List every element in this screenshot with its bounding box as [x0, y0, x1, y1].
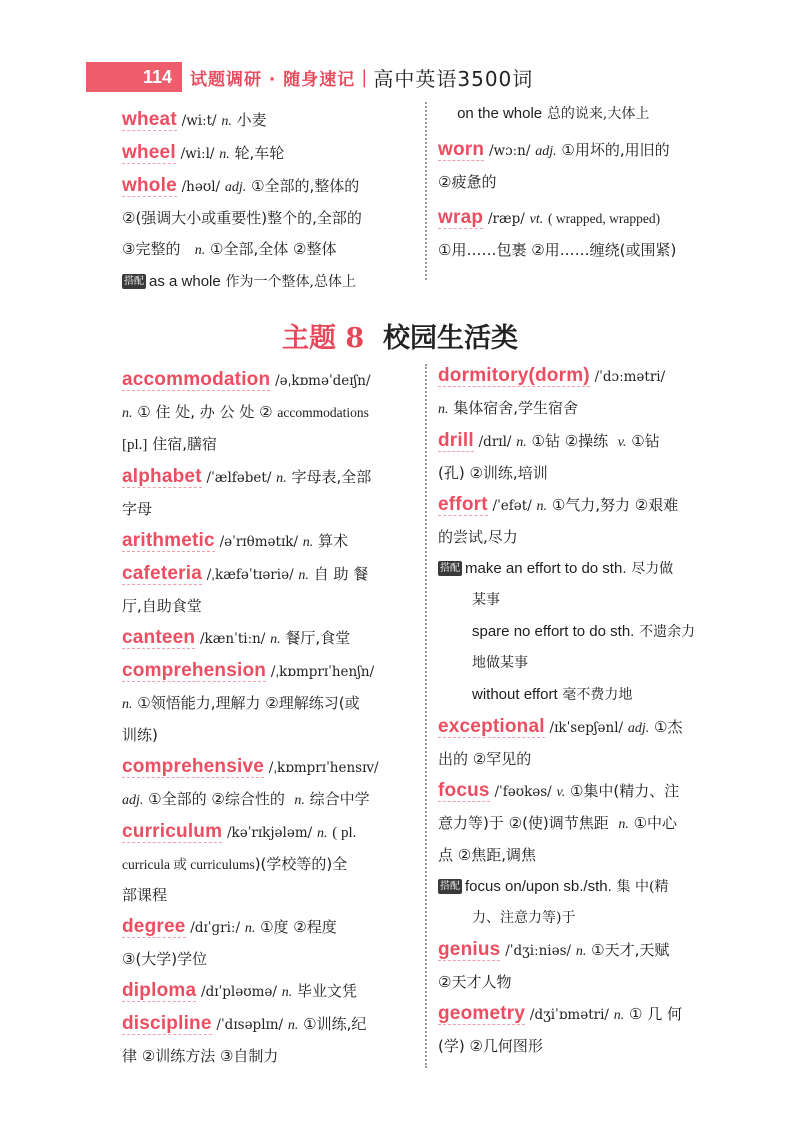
page-header: [86, 60, 533, 94]
phrase: spare no effort to do sth.: [472, 623, 635, 640]
phonetic: /ˈælfəbet/: [206, 470, 272, 486]
entry-accommodation: [122, 364, 422, 461]
definition: 小麦: [236, 111, 267, 129]
headword: genius: [438, 939, 501, 960]
plural-form: accommodations: [277, 405, 369, 420]
phonetic: /həʊl/: [181, 179, 221, 195]
definition: 厅,自助食堂: [122, 597, 202, 615]
entry-dormitory: [438, 360, 738, 425]
phonetic: /ræp/: [487, 211, 525, 227]
headword: focus: [438, 780, 490, 801]
definition: ①全部的,整体的: [251, 177, 360, 195]
entry-whole: [122, 170, 422, 298]
header-separator: |: [361, 66, 368, 88]
definition: 出的 ②罕见的: [438, 750, 532, 768]
part-of-speech: n.: [298, 568, 309, 583]
section-title: [0, 316, 800, 355]
entry-geometry: [438, 998, 738, 1062]
definition: ① 住 处, 办 公 处 ②: [137, 403, 273, 421]
headword: curriculum: [122, 821, 223, 842]
verb-forms: ( wrapped, wrapped): [548, 211, 661, 226]
phonetic: /ˌkɒmprɪˈhensɪv/: [268, 760, 379, 776]
part-of-speech: n.: [438, 402, 449, 417]
definition: 住宿,膳宿: [152, 435, 217, 453]
definition: (孔) ②训练,培训: [438, 464, 548, 482]
top-left-column: [122, 104, 422, 298]
definition: 综合中学: [309, 790, 370, 808]
part-of-speech: adj.: [627, 721, 650, 736]
definition: ②(强调大小或重要性)整个的,全部的: [122, 209, 362, 227]
phrase-meaning: 作为一个整体,总体上: [225, 274, 356, 290]
definition: ①度 ②程度: [260, 918, 337, 936]
headword: alphabet: [122, 466, 202, 487]
part-of-speech: n.: [575, 944, 587, 959]
entry-canteen: [122, 622, 422, 655]
definition: ①钻 ②操练: [531, 432, 609, 450]
definition: ①全部的 ②综合性的: [148, 790, 285, 808]
part-of-speech: n.: [302, 535, 314, 550]
phonetic: /ˈfəʊkəs/: [494, 784, 552, 800]
phonetic: /wɔːn/: [488, 143, 531, 159]
headword: dormitory(dorm): [438, 365, 590, 386]
part-of-speech: n.: [516, 435, 527, 450]
definition: ②天才人物: [438, 973, 512, 991]
phonetic: /ˈdʒiːniəs/: [505, 943, 572, 959]
part-of-speech: n.: [122, 406, 133, 421]
definition: 集体宿舍,学生宿舍: [453, 399, 579, 417]
phrase-meaning: 地做某事: [472, 655, 528, 671]
part-of-speech: adj.: [535, 144, 557, 159]
definition: ①天才,天赋: [591, 941, 670, 959]
definition: 字母表,全部: [291, 468, 372, 486]
definition: ①训练,纪: [303, 1015, 367, 1033]
phonetic: /wiːt/: [181, 113, 217, 129]
entry-diploma: [122, 975, 422, 1008]
part-of-speech: n.: [276, 471, 287, 486]
entry-genius: [438, 934, 738, 998]
definition: ③完整的: [122, 240, 181, 258]
collocation-tag: 搭配: [440, 563, 460, 574]
phrase: without effort: [472, 686, 558, 703]
headword: wrap: [438, 207, 484, 228]
part-of-speech: n.: [536, 499, 548, 514]
plural-marker: [pl.]: [122, 437, 148, 453]
collocation-tag: 搭配: [440, 881, 460, 892]
part-of-speech: v.: [617, 435, 627, 450]
right-column: [438, 360, 738, 1062]
part-of-speech: n.: [219, 147, 230, 162]
definition: ③(大学)学位: [122, 950, 208, 968]
headword: diploma: [122, 980, 197, 1001]
phrase-on-the-whole: [438, 98, 738, 130]
phonetic: /əˈrɪθmətɪk/: [219, 534, 299, 550]
phonetic: /dʒiˈɒmətri/: [529, 1007, 609, 1023]
top-right-column: [438, 98, 738, 266]
definition: 训练): [122, 726, 158, 744]
left-column: [122, 364, 422, 1072]
phonetic: /drɪl/: [478, 434, 512, 450]
part-of-speech: n.: [281, 985, 293, 1000]
plural-form: curricula 或 curriculums: [122, 857, 255, 872]
headword: arithmetic: [122, 530, 215, 551]
entry-cafeteria: [122, 558, 422, 622]
definition: ①气力,努力 ②艰难: [551, 496, 679, 514]
column-divider: [425, 364, 427, 1068]
headword: drill: [438, 430, 474, 451]
entry-exceptional: [438, 711, 738, 775]
headword: comprehensive: [122, 756, 264, 777]
definition: )(学校等的)全: [254, 855, 348, 873]
phonetic: /kænˈtiːn/: [200, 631, 266, 647]
definition: ① 几 何: [629, 1005, 682, 1023]
phrase-meaning: 尽力做: [631, 561, 674, 577]
entry-arithmetic: [122, 525, 422, 558]
definition: 毕业文凭: [296, 982, 357, 1000]
part-of-speech: n.: [287, 1018, 299, 1033]
entry-alphabet: [122, 461, 422, 525]
section-number: 主题 8: [282, 323, 365, 354]
part-of-speech: n.: [221, 114, 232, 129]
entry-drill: [438, 425, 738, 489]
definition: 律 ②训练方法 ③自制力: [122, 1047, 279, 1065]
part-of-speech: n.: [270, 632, 281, 647]
headword: wheel: [122, 142, 176, 163]
part-of-speech: vt.: [529, 212, 544, 227]
phrase: as a whole: [149, 273, 221, 290]
headword: cafeteria: [122, 563, 202, 584]
headword: geometry: [438, 1003, 526, 1024]
headword: canteen: [122, 627, 196, 648]
headword: comprehension: [122, 660, 267, 681]
definition: ②疲惫的: [438, 173, 497, 191]
part-of-speech: adj.: [122, 793, 144, 808]
definition: ①领悟能力,理解力 ②理解练习(或: [137, 694, 360, 712]
headword: accommodation: [122, 369, 271, 390]
phonetic: /dɪˈɡriː/: [190, 920, 241, 936]
definition: 餐厅,食堂: [285, 629, 351, 647]
collocation-tag: 搭配: [124, 276, 144, 287]
definition: 的尝试,尽力: [438, 528, 518, 546]
phonetic: /dɪˈpləʊmə/: [201, 984, 277, 1000]
definition: ①钻: [631, 432, 660, 450]
entry-wheel: [122, 137, 422, 170]
plural-marker: ( pl.: [332, 825, 357, 841]
phonetic: /ˈdɔːmətri/: [594, 369, 666, 385]
entry-comprehension: [122, 655, 422, 751]
definition: 自 助 餐: [313, 565, 369, 583]
phrase-meaning: 力、注意力等)于: [472, 910, 576, 926]
headword: effort: [438, 494, 488, 515]
part-of-speech: n.: [244, 921, 256, 936]
book-title: 高中英语3500词: [373, 66, 534, 91]
entry-worn: [438, 134, 738, 198]
definition: 点 ②焦距,调焦: [438, 846, 536, 864]
part-of-speech: n.: [122, 697, 133, 712]
headword: exceptional: [438, 716, 545, 737]
phrase-meaning: 某事: [472, 592, 500, 608]
entry-effort: [438, 489, 738, 711]
definition: 部课程: [122, 886, 168, 904]
definition: ①集中(精力、注: [569, 782, 680, 800]
phrase-meaning: 不遗余力: [639, 624, 696, 640]
headword: worn: [438, 139, 485, 160]
definition: 字母: [122, 500, 153, 518]
headword: degree: [122, 916, 186, 937]
phrase: focus on/upon sb./sth.: [465, 878, 612, 895]
entry-discipline: [122, 1008, 422, 1072]
part-of-speech: n.: [194, 243, 206, 258]
phonetic: /wiːl/: [180, 146, 215, 162]
phonetic: /ˈdɪsəplɪn/: [216, 1017, 284, 1033]
page-number: 114: [86, 62, 182, 92]
definition: 意力等)于 ②(使)调节焦距: [438, 814, 609, 832]
headword: wheat: [122, 109, 177, 130]
phonetic: /kəˈrɪkjələm/: [226, 825, 313, 841]
phonetic: /ˌkɒmprɪˈhenʃn/: [270, 664, 375, 680]
part-of-speech: n.: [613, 1008, 625, 1023]
part-of-speech: v.: [556, 785, 566, 800]
definition: ①杰: [654, 718, 683, 736]
phonetic: /ˌkæfəˈtɪəriə/: [206, 567, 294, 583]
entry-wrap: [438, 202, 738, 266]
entry-curriculum: [122, 816, 422, 911]
definition: ①用……包裹 ②用……缠绕(或围紧): [438, 241, 677, 259]
phrase: make an effort to do sth.: [465, 560, 627, 577]
definition: 算术: [318, 532, 349, 550]
phrase-meaning: 总的说来,大体上: [546, 106, 650, 122]
headword: discipline: [122, 1013, 212, 1034]
part-of-speech: n.: [316, 826, 328, 841]
definition: ①中心: [633, 814, 678, 832]
phonetic: /ˈefət/: [492, 498, 532, 514]
entry-wheat: [122, 104, 422, 137]
column-divider: [425, 102, 427, 280]
phrase-meaning: 毫不费力地: [562, 687, 633, 703]
entry-degree: [122, 911, 422, 975]
part-of-speech: n.: [618, 817, 629, 832]
phrase: on the whole: [457, 105, 543, 122]
headword: whole: [122, 175, 177, 196]
section-name: 校园生活类: [383, 323, 518, 354]
part-of-speech: adj.: [224, 180, 247, 195]
phonetic: /ɪkˈsepʃənl/: [549, 720, 624, 736]
phonetic: /əˌkɒməˈdeɪʃn/: [275, 373, 371, 389]
phrase-meaning: 集 中(精: [616, 879, 669, 895]
definition: (学) ②几何图形: [438, 1037, 543, 1055]
entry-focus: [438, 775, 738, 934]
part-of-speech: n.: [294, 793, 305, 808]
definition: ①用坏的,用旧的: [561, 141, 670, 159]
entry-comprehensive: [122, 751, 422, 816]
definition: ①全部,全体 ②整体: [210, 240, 337, 258]
definition: 轮,车轮: [234, 144, 285, 162]
series-title: 试题调研 · 随身速记: [190, 69, 356, 90]
